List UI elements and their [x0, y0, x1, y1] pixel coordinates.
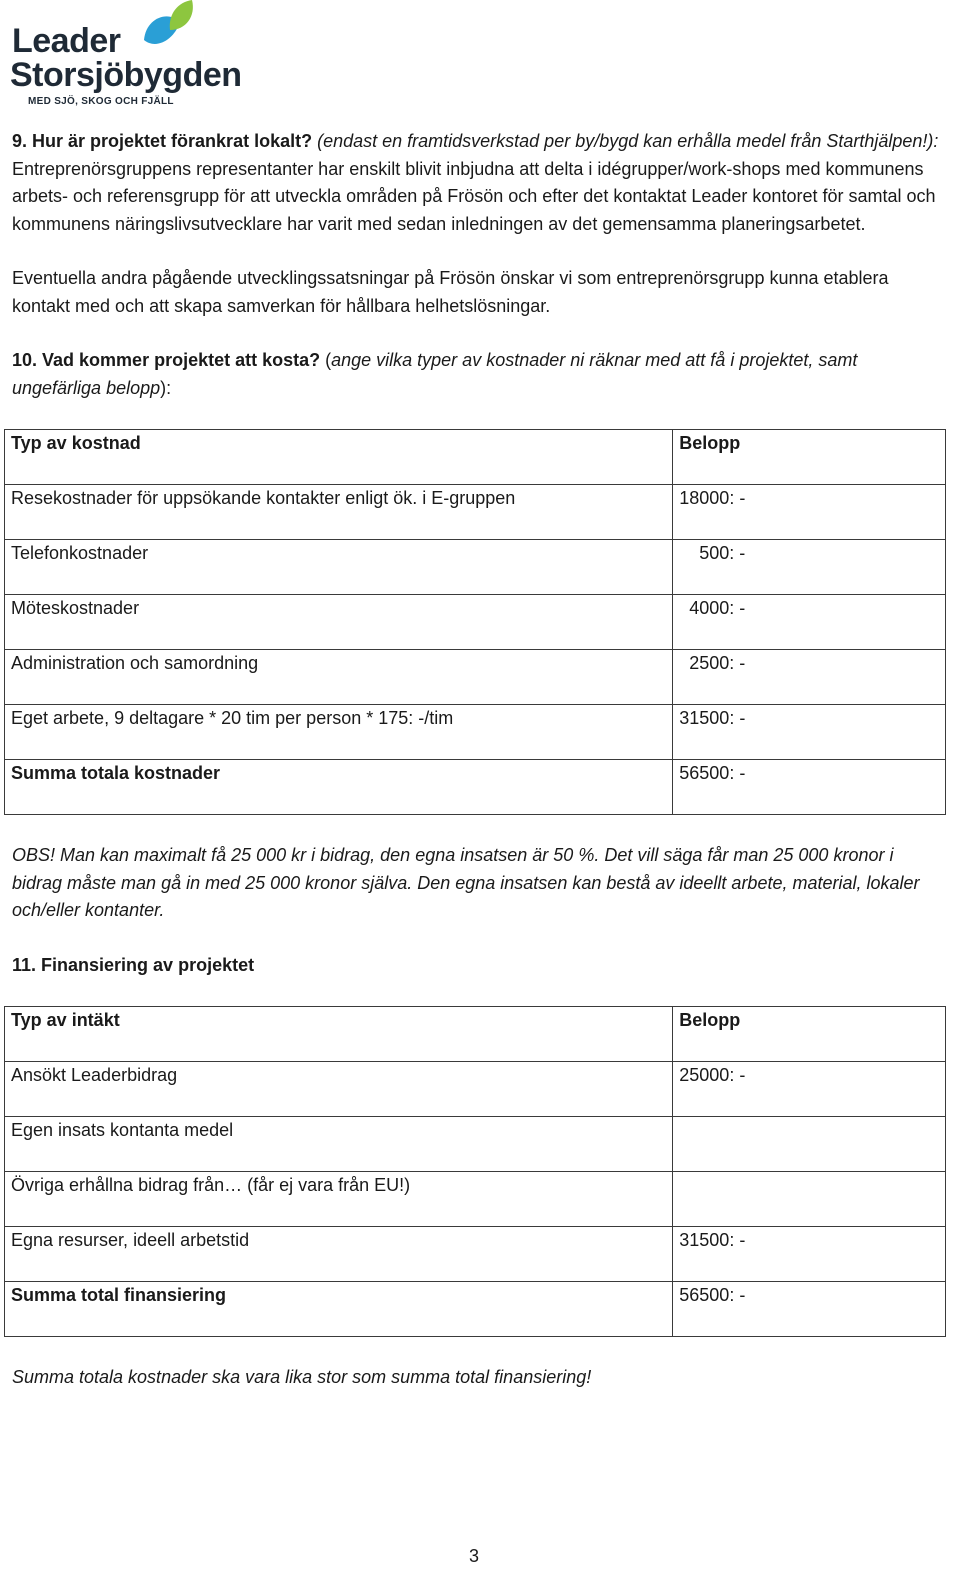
section-10-note-close: ): — [160, 377, 172, 398]
section-9-note: (endast en framtidsverkstad per by/bygd kan erhålla medel från Starthjälpen!): — [312, 131, 939, 151]
table-cell: 18000: - — [673, 485, 946, 540]
cost-table — [4, 429, 946, 815]
table-header-cell: Typ av kostnad — [5, 430, 673, 485]
table-cell: 31500: - — [673, 705, 946, 760]
section-10-note: ange vilka typer av kostnader ni räknar med att få i projektet, samt ungefärliga belopp — [12, 350, 858, 398]
table-cell: Egna resurser, ideell arbetstid — [5, 1227, 673, 1282]
section-11-heading: 11. Finansiering av projektet — [12, 954, 255, 975]
table-row — [5, 1172, 946, 1227]
table-header-cell: Belopp — [673, 1007, 946, 1062]
section-10-heading: 10. Vad kommer projektet att kosta? — [12, 350, 321, 370]
table-header-row — [5, 1007, 946, 1062]
table-cell: Summa total finansiering — [5, 1282, 673, 1337]
table-cell: 25000: - — [673, 1062, 946, 1117]
section-10-note-open: ( — [320, 350, 332, 370]
section-10-heading-paragraph — [12, 347, 946, 402]
financing-footnote: Summa totala kostnader ska vara lika stor som summa total finansiering! — [12, 1367, 592, 1387]
section-9-heading-paragraph — [12, 128, 946, 156]
table-row — [5, 1117, 946, 1172]
table-cell — [673, 1172, 946, 1227]
table-row — [5, 1062, 946, 1117]
table-cell-value: 4000: - — [689, 598, 746, 618]
table-cell: 56500: - — [673, 760, 946, 815]
table-cell: Övriga erhållna bidrag från… (får ej vara från EU!) — [5, 1172, 673, 1227]
logo-line-2: Storsjöbygden — [10, 56, 242, 94]
table-total-row — [5, 1282, 946, 1337]
obs-note: OBS! Man kan maximalt få 25 000 kr i bidrag, den egna insatsen är 50 %. Det vill säga får man 25 000 kronor i bidrag måste man gå in med 25 000 kronor själva. Den egna insatsen kan bestå av ideellt arbete, material, lokaler och/eller kontanter. — [12, 845, 920, 920]
leader-logo — [10, 0, 250, 112]
table-cell: Administration och samordning — [5, 650, 673, 705]
page-number: 3 — [468, 1546, 479, 1566]
table-row — [5, 485, 946, 540]
table-cell: Egen insats kontanta medel — [5, 1117, 673, 1172]
table-header-row — [5, 430, 946, 485]
section-9-paragraph-1: Entreprenörsgruppens representanter har enskilt blivit inbjudna att delta i idégrupper/work-shops med kommunens arbets- och referensgrupp för att utveckla områden på Frösön och efter det kontaktat Leader kontoret för samtal och kommunens näringslivsutvecklare har varit med sedan inledningen av det gemensamma planeringsarbetet. — [12, 158, 936, 234]
table-cell: Möteskostnader — [5, 595, 673, 650]
table-cell — [673, 650, 946, 705]
table-cell-value: 500: - — [699, 543, 746, 563]
table-cell: Telefonkostnader — [5, 540, 673, 595]
table-cell — [673, 1117, 946, 1172]
leaf-icon — [134, 0, 198, 60]
table-total-row — [5, 760, 946, 815]
table-row — [5, 705, 946, 760]
logo-line-1: Leader — [12, 22, 121, 60]
section-9-heading: 9. Hur är projektet förankrat lokalt? — [12, 131, 313, 151]
table-cell: Eget arbete, 9 deltagare * 20 tim per person * 175: -/tim — [5, 705, 673, 760]
table-cell: 56500: - — [673, 1282, 946, 1337]
table-cell — [673, 595, 946, 650]
table-row — [5, 1227, 946, 1282]
table-row — [5, 595, 946, 650]
table-row — [5, 540, 946, 595]
logo-tagline: MED SJÖ, SKOG OCH FJÄLL — [28, 96, 174, 107]
table-header-cell: Typ av intäkt — [5, 1007, 673, 1062]
table-cell: Resekostnader för uppsökande kontakter enligt ök. i E-gruppen — [5, 485, 673, 540]
table-cell: 31500: - — [673, 1227, 946, 1282]
table-header-cell: Belopp — [673, 430, 946, 485]
table-cell: Ansökt Leaderbidrag — [5, 1062, 673, 1117]
document-body — [12, 128, 946, 1392]
table-row — [5, 650, 946, 705]
table-cell-value: 2500: - — [689, 653, 746, 673]
table-cell: Summa totala kostnader — [5, 760, 673, 815]
financing-table — [4, 1006, 946, 1337]
section-9-paragraph-2: Eventuella andra pågående utvecklingssatsningar på Frösön önskar vi som entreprenörsgrupp kunna etablera kontakt med och att skapa samverkan för hållbara helhetslösningar. — [12, 268, 889, 316]
table-cell — [673, 540, 946, 595]
